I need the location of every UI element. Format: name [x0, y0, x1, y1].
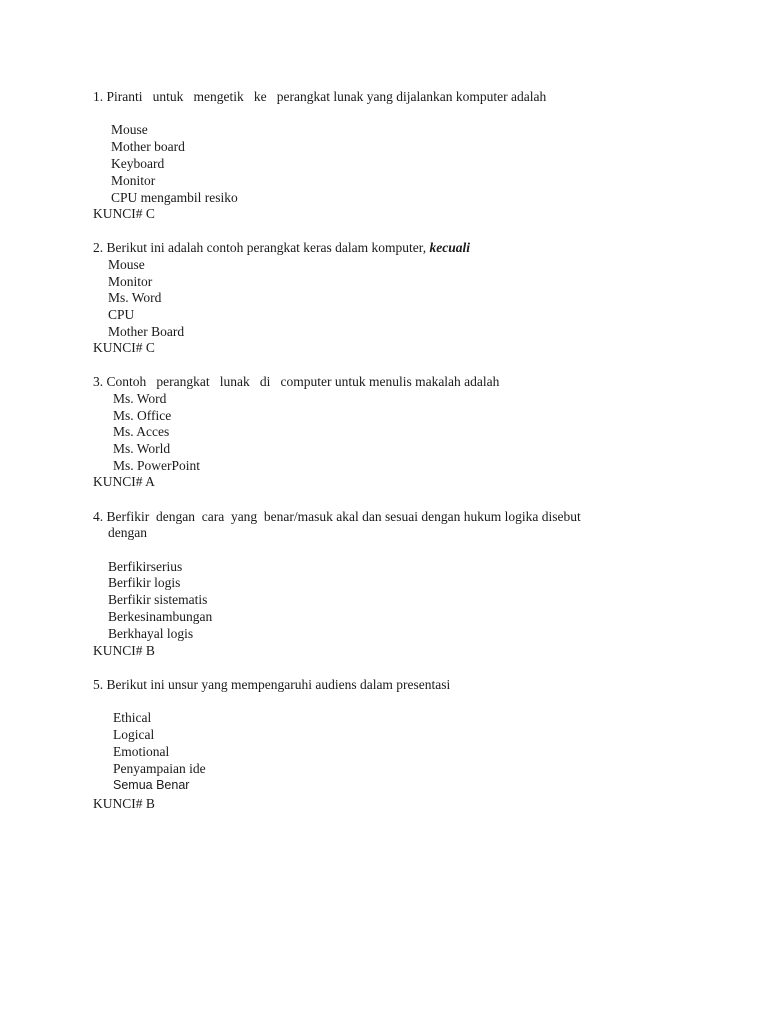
question-1-option-c: Keyboard [111, 156, 165, 171]
question-3-option-d: Ms. World [113, 441, 171, 456]
question-3-option-b: Ms. Office [113, 408, 172, 423]
question-1-option-d: Monitor [111, 173, 156, 188]
question-2-prompt: 2. Berikut ini adalah contoh perangkat keras dalam komputer, [93, 240, 430, 255]
question-4-option-b: Berfikir logis [108, 575, 181, 590]
question-2-answer-key: KUNCI# C [93, 340, 155, 355]
question-4-answer-key: KUNCI# B [93, 643, 155, 658]
question-1-answer-key: KUNCI# C [93, 206, 155, 221]
question-4-option-c: Berfikir sistematis [108, 592, 208, 607]
question-4-prompt: 4. Berfikir dengan cara yang benar/masuk akal dan sesuai dengan hukum logika disebut [93, 509, 581, 524]
question-2-option-b: Monitor [108, 274, 153, 289]
question-2-option-e: Mother Board [108, 324, 185, 339]
question-5-option-c: Emotional [113, 744, 170, 759]
question-5-answer-key: KUNCI# B [93, 796, 155, 811]
question-1-option-a: Mouse [111, 122, 148, 137]
question-3-answer-key: KUNCI# A [93, 474, 155, 489]
question-1-option-e: CPU mengambil resiko [111, 190, 238, 205]
question-4-prompt-continued: dengan [108, 525, 147, 540]
question-5-option-a: Ethical [113, 710, 152, 725]
question-5-option-b: Logical [113, 727, 155, 742]
question-1-prompt: 1. Piranti untuk mengetik ke perangkat lunak yang dijalankan komputer adalah [93, 89, 547, 104]
question-5-option-e: Semua Benar [113, 778, 190, 792]
question-4-option-a: Berfikirserius [108, 559, 183, 574]
question-5-prompt: 5. Berikut ini unsur yang mempengaruhi audiens dalam presentasi [93, 677, 451, 692]
question-2-prompt-line [93, 239, 470, 256]
question-3-prompt: 3. Contoh perangkat lunak di computer untuk menulis makalah adalah [93, 374, 500, 389]
question-2-option-d: CPU [108, 307, 135, 322]
question-3-option-c: Ms. Acces [113, 424, 170, 439]
question-5-option-d: Penyampaian ide [113, 761, 206, 776]
question-3-option-a: Ms. Word [113, 391, 167, 406]
question-1-option-b: Mother board [111, 139, 185, 154]
question-4-option-e: Berkhayal logis [108, 626, 194, 641]
question-2-option-c: Ms. Word [108, 290, 162, 305]
question-4-option-d: Berkesinambungan [108, 609, 213, 624]
question-2-prompt-emphasis: kecuali [429, 240, 470, 255]
question-3-option-e: Ms. PowerPoint [113, 458, 201, 473]
question-2-option-a: Mouse [108, 257, 145, 272]
